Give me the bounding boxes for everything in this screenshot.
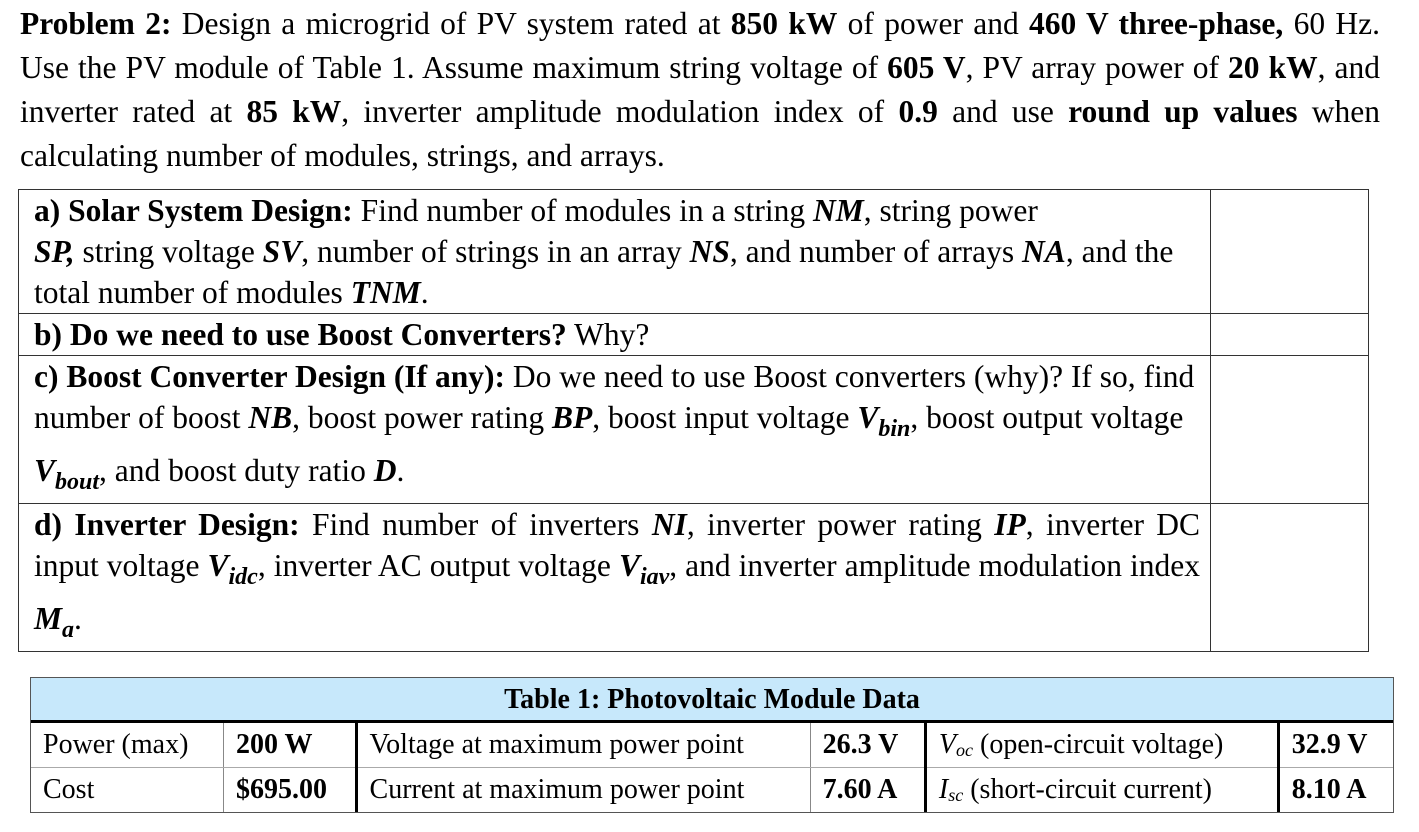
- problem-statement: [20, 2, 1380, 178]
- part-c-text-4: , boost output voltage: [910, 400, 1184, 435]
- part-a-text-3: string voltage: [82, 234, 255, 269]
- part-a-text-4: , number of strings in an array: [301, 234, 682, 269]
- part-d-label: d) Inverter Design:: [34, 507, 300, 542]
- part-a-row: [19, 190, 1369, 314]
- problem-text-3: 60 Hz. Use the PV module of Table 1. Assume maximum string voltage of: [20, 6, 1381, 85]
- part-b: [19, 314, 1211, 356]
- part-c-text-1: Do we need to use Boost converters (why)? If so, find number of boost: [34, 359, 1195, 435]
- pv-cell-voc-value: 32.9 V: [1278, 723, 1393, 768]
- pv-cell-power-value: 200 W: [224, 723, 357, 768]
- rated-voltage: 460 V three-phase,: [1029, 6, 1284, 41]
- part-a-text-2: , string power: [863, 193, 1038, 228]
- var-ma: M: [34, 601, 63, 636]
- pv-cell-vmp-label: Voltage at maximum power point: [356, 723, 810, 768]
- pv-table-row: [31, 723, 1393, 768]
- part-b-row: [19, 314, 1369, 356]
- pv-cell-cost-value: $695.00: [224, 768, 357, 813]
- modulation-index: 0.9: [898, 94, 938, 129]
- var-ns: NS: [689, 234, 730, 269]
- part-c-label: c) Boost Converter Design (If any):: [34, 359, 505, 394]
- part-d-text-4: , inverter AC output voltage: [257, 548, 611, 583]
- pv-cell-isc-label: [925, 768, 1278, 813]
- problem-text-2: of power and: [847, 6, 1019, 41]
- part-a-label: a) Solar System Design:: [34, 193, 353, 228]
- part-c-answer-cell: [1211, 356, 1369, 504]
- max-string-voltage: 605 V: [887, 50, 966, 85]
- var-vidc: V: [207, 548, 229, 583]
- part-d: [19, 504, 1211, 652]
- rated-power: 850 kW: [730, 6, 838, 41]
- part-a-text-7: .: [420, 275, 429, 310]
- var-vidc-subscript: idc: [228, 564, 258, 590]
- part-d-text-2: , inverter power rating: [686, 507, 982, 542]
- part-a-text-1: Find number of modules in a string: [360, 193, 806, 228]
- part-a-answer-cell: [1211, 190, 1369, 314]
- isc-symbol: I: [938, 774, 949, 805]
- var-viav-subscript: iav: [639, 564, 670, 590]
- var-viav: V: [618, 548, 640, 583]
- part-d-row: [19, 504, 1369, 652]
- var-bp: BP: [551, 400, 593, 435]
- isc-description: (short-circuit current): [970, 774, 1213, 805]
- isc-subscript: sc: [948, 785, 964, 805]
- part-c: [19, 356, 1211, 504]
- part-c-text-3: , boost input voltage: [592, 400, 850, 435]
- var-nm: NM: [813, 193, 864, 228]
- part-a: [19, 190, 1211, 314]
- var-tnm: TNM: [350, 275, 421, 310]
- pv-cell-isc-value: 8.10 A: [1278, 768, 1393, 813]
- var-na: NA: [1022, 234, 1066, 269]
- var-sp: SP,: [34, 234, 75, 269]
- pv-cell-cost-label: Cost: [43, 774, 95, 805]
- part-c-text-2: , boost power rating: [292, 400, 545, 435]
- var-vbin: V: [857, 400, 879, 435]
- var-nb: NB: [248, 400, 293, 435]
- part-c-row: [19, 356, 1369, 504]
- part-d-text-3: , inverter DC input voltage: [34, 507, 1201, 583]
- pv-table-row: [31, 768, 1393, 813]
- part-b-text-1: Why?: [574, 317, 650, 352]
- pv-table-title: Table 1: Photovoltaic Module Data: [31, 678, 1393, 723]
- var-d: D: [373, 453, 397, 488]
- pv-cell-imp-label: Current at maximum power point: [356, 768, 810, 813]
- part-c-text-5: , and boost duty ratio: [99, 453, 366, 488]
- problem-text-5: , and inverter rated at: [20, 50, 1381, 129]
- part-a-text-6: , and the total number of modules: [34, 234, 1174, 310]
- array-power: 20 kW: [1228, 50, 1318, 85]
- pv-cell-voc-label: [925, 723, 1278, 768]
- round-up-values: round up values: [1068, 94, 1298, 129]
- problem-text-7: and use: [952, 94, 1054, 129]
- problem-label: Problem 2:: [20, 6, 172, 41]
- part-c-text-6: .: [396, 453, 405, 488]
- var-vbin-subscript: bin: [878, 416, 911, 442]
- part-a-text-5: , and number of arrays: [729, 234, 1015, 269]
- inverter-rating: 85 kW: [246, 94, 342, 129]
- var-ma-subscript: a: [62, 617, 75, 643]
- var-vbout-subscript: bout: [55, 469, 100, 495]
- var-ni: NI: [651, 507, 687, 542]
- voc-subscript: oc: [956, 740, 974, 760]
- pv-cell-vmp-value: 26.3 V: [810, 723, 925, 768]
- part-d-text-6: .: [74, 601, 82, 636]
- pv-module-table: [30, 677, 1394, 813]
- var-ip: IP: [994, 507, 1026, 542]
- question-table: [18, 189, 1369, 652]
- pv-cell-power-label: Power (max): [31, 723, 224, 768]
- voc-symbol: V: [938, 729, 957, 760]
- part-b-label: b) Do we need to use Boost Converters?: [34, 317, 567, 352]
- problem-text-4: , PV array power of: [965, 50, 1219, 85]
- part-d-text-1: Find number of inverters: [311, 507, 640, 542]
- problem-text-8: when calculating number of modules, strings, and arrays.: [20, 94, 1380, 173]
- pv-cell-imp-value: 7.60 A: [810, 768, 925, 813]
- var-sv: SV: [262, 234, 302, 269]
- voc-description: (open-circuit voltage): [980, 729, 1224, 760]
- part-b-answer-cell: [1211, 314, 1369, 356]
- problem-text-1: Design a microgrid of PV system rated at: [181, 6, 721, 41]
- part-d-text-5: , and inverter amplitude modulation index: [669, 548, 1201, 583]
- part-d-answer-cell: [1211, 504, 1369, 652]
- pv-table-grid: [31, 723, 1393, 812]
- problem-text-6: , inverter amplitude modulation index of: [341, 94, 885, 129]
- var-vbout: V: [34, 453, 56, 488]
